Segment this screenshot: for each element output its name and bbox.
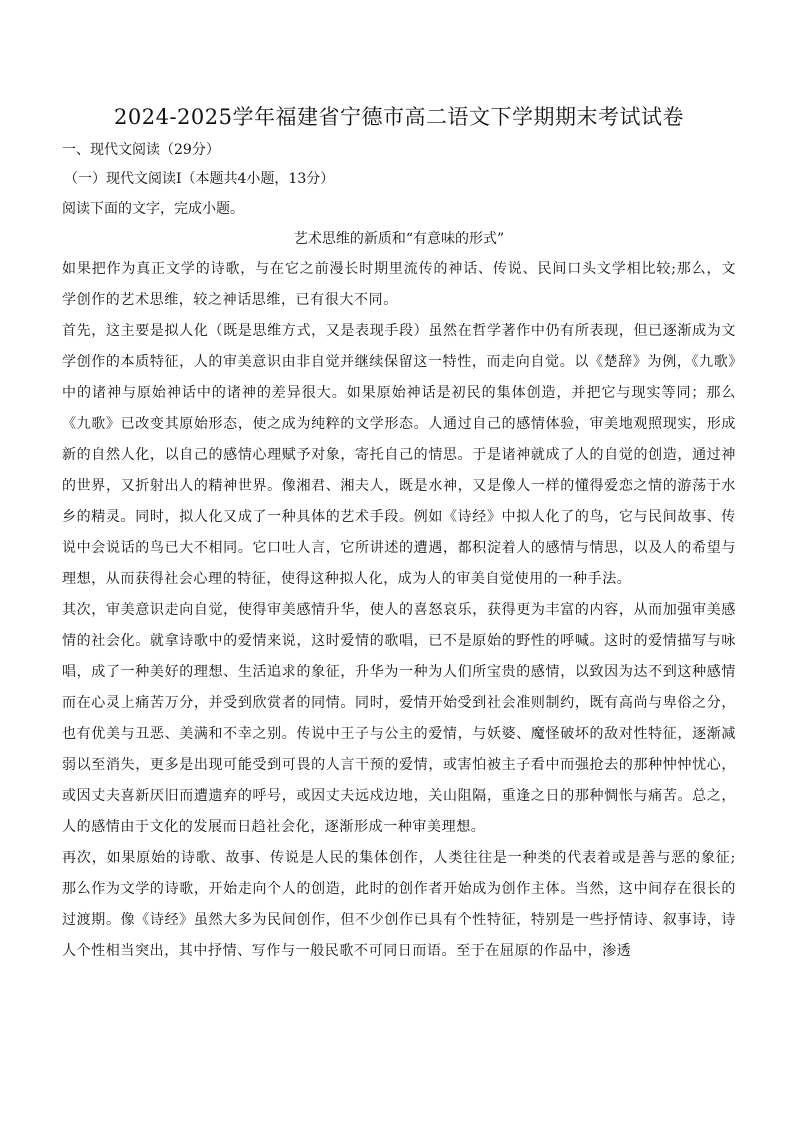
section-heading: 一、现代文阅读（29分） <box>62 142 220 158</box>
article-title: 艺术思维的新质和“有意味的形式” <box>293 231 505 247</box>
document-title: 2024-2025学年福建省宁德市高二语文下学期期末考试试卷 <box>114 105 684 129</box>
paragraph-1: 如果把作为真正文学的诗歌，与在它之前漫长时期里流传的神话、传说、民间口头文学相比较;那么，文学创作的艺术思维，较之神话思维，已有很大不同。 <box>62 261 736 308</box>
paragraph-4: 再次，如果原始的诗歌、故事、传说是人民的集体创作，人类往往是一种类的代表着或是善与恶的象征;那么作为文学的诗歌，开始走向个人的创造，此时的创作者开始成为创作主体。当然，这中间存在很长的过渡期。像《诗经》虽然大多为民间创作，但不少创作已具有个性特征，特别是一些抒情诗、叙事诗，诗人个性相当突出，其中抒情、写作与一般民歌不可同日而语。至于在屈原的作品中，渗透 <box>62 850 736 959</box>
paragraph-3: 其次，审美意识走向自觉，使得审美感情升华，使人的喜怒哀乐，获得更为丰富的内容，从而加强审美感情的社会化。就拿诗歌中的爱情来说，这时爱情的歌唱，已不是原始的野性的呼喊。这时的爱情描写与咏唱，成了一种美好的理想、生活追求的象征，升华为一种为人们所宝贵的感情，以致因为达不到这种感情而在心灵上痛苦万分，并受到欣赏者的同情。同时，爱情开始受到社会准则制约，既有高尚与卑俗之分，也有优美与丑恶、美满和不幸之别。传说中王子与公主的爱情，与妖婆、魔怪破坏的敌对性特征，逐渐减弱以至消失，更多是出现可能受到可畏的人言干预的爱情，或害怕被主子看中而强抢去的那种忡忡忧心，或因丈夫喜新厌旧而遭遗弃的呼号，或因丈夫远戍边地，关山阻隔，重逢之日的那种惆怅与痛苦。总之，人的感情由于文化的发展而日趋社会化，逐渐形成一种审美理想。 <box>62 602 736 835</box>
sub-heading: （一）现代文阅读Ⅰ（本题共4小题，13分） <box>64 171 335 187</box>
reading-instruction: 阅读下面的文字，完成小题。 <box>62 201 244 217</box>
paragraph-2: 首先，这主要是拟人化（既是思维方式，又是表现手段）虽然在哲学著作中仍有所表现，但已逐渐成为文学创作的本质特征，人的审美意识由非自觉并继续保留这一特性，而走向自觉。以《楚辞》为例，《九歌》中的诸神与原始神话中的诸神的差异很大。如果原始神话是初民的集体创造，并把它与现实等同；那么《九歌》已改变其原始形态，使之成为纯粹的文学形态。人通过自己的感情体验，审美地观照现实，形成新的自然人化，以自己的感情心理赋予对象，寄托自己的情思。于是诸神就成了人的自觉的创造，通过神的世界，又折射出人的精神世界。像湘君、湘夫人，既是水神，又是像人一样的懂得爱恋之情的游荡于水乡的精灵。同时，拟人化又成了一种具体的艺术手段。例如《诗经》中拟人化了的鸟，它与民间故事、传说中会说话的鸟已大不相同。它口吐人言，它所讲述的遭遇，都积淀着人的感情与情思，以及人的希望与理想，从而获得社会心理的特征，使得这种拟人化，成为人的审美自觉使用的一种手法。 <box>62 323 736 587</box>
